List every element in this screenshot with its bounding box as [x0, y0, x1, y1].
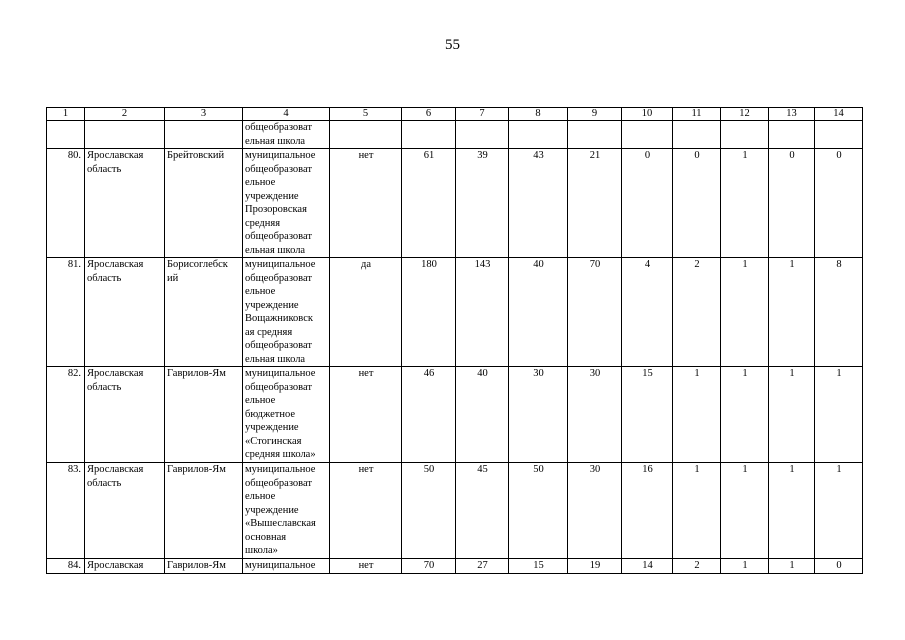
header-row — [47, 108, 863, 121]
table-row — [47, 149, 863, 258]
column-header-12: 12 — [721, 108, 769, 121]
column-header-13: 13 — [769, 108, 815, 121]
column-header-2: 2 — [85, 108, 165, 121]
table-row — [47, 367, 863, 463]
value-cell-col-10: 0 — [622, 149, 673, 258]
value-cell-col-12: 1 — [721, 463, 769, 559]
value-cell-col-6: 50 — [402, 463, 456, 559]
region-cell: Ярославская область — [85, 149, 165, 258]
column-header-14: 14 — [815, 108, 863, 121]
region-cell: Ярославская — [85, 559, 165, 574]
institution-cell: муниципальное общеобразоват ельное учреждение Прозоровская средняя общеобразоват ельная школа — [243, 149, 330, 258]
district-cell: Гаврилов-Ям — [165, 559, 243, 574]
value-cell-col-9: 19 — [568, 559, 622, 574]
institution-cell: муниципальное общеобразоват ельное учреждение Вощажниковск ая средняя общеобразоват ельная школа — [243, 258, 330, 367]
value-cell-col-14: 0 — [815, 559, 863, 574]
value-cell-col-9: 30 — [568, 367, 622, 463]
value-cell-col-11: 0 — [673, 149, 721, 258]
value-cell-col-5: нет — [330, 149, 402, 258]
institution-cell: общеобразоват ельная школа — [243, 121, 330, 149]
value-cell-col-12: 1 — [721, 149, 769, 258]
value-cell-col-9: 30 — [568, 463, 622, 559]
value-cell-col-8: 40 — [509, 258, 568, 367]
value-cell-col-9: 21 — [568, 149, 622, 258]
district-cell — [165, 121, 243, 149]
column-header-1: 1 — [47, 108, 85, 121]
value-cell-col-12: 1 — [721, 367, 769, 463]
table-row — [47, 121, 863, 149]
value-cell-col-13: 1 — [769, 559, 815, 574]
column-header-8: 8 — [509, 108, 568, 121]
value-cell-col-13: 1 — [769, 463, 815, 559]
value-cell-col-8: 43 — [509, 149, 568, 258]
value-cell-col-10: 15 — [622, 367, 673, 463]
table-row — [47, 559, 863, 574]
row-number-cell: 84. — [47, 559, 85, 574]
value-cell-col-5: нет — [330, 463, 402, 559]
value-cell-col-6: 180 — [402, 258, 456, 367]
institution-cell: муниципальное — [243, 559, 330, 574]
value-cell-col-6: 46 — [402, 367, 456, 463]
column-header-10: 10 — [622, 108, 673, 121]
page-number: 55 — [445, 37, 460, 53]
column-header-7: 7 — [456, 108, 509, 121]
value-cell-col-11: 1 — [673, 367, 721, 463]
value-cell-col-7: 45 — [456, 463, 509, 559]
institution-cell: муниципальное общеобразоват ельное бюджетное учреждение «Стогинская средняя школа» — [243, 367, 330, 463]
district-cell: Борисоглебск ий — [165, 258, 243, 367]
value-cell-col-11: 1 — [673, 463, 721, 559]
value-cell-col-10: 16 — [622, 463, 673, 559]
value-cell-col-14 — [815, 121, 863, 149]
value-cell-col-12: 1 — [721, 559, 769, 574]
value-cell-col-7: 39 — [456, 149, 509, 258]
column-header-6: 6 — [402, 108, 456, 121]
value-cell-col-14: 0 — [815, 149, 863, 258]
row-number-cell — [47, 121, 85, 149]
value-cell-col-11: 2 — [673, 258, 721, 367]
value-cell-col-8: 15 — [509, 559, 568, 574]
region-cell — [85, 121, 165, 149]
row-number-cell: 82. — [47, 367, 85, 463]
value-cell-col-10: 4 — [622, 258, 673, 367]
column-header-5: 5 — [330, 108, 402, 121]
value-cell-col-7: 40 — [456, 367, 509, 463]
value-cell-col-9: 70 — [568, 258, 622, 367]
value-cell-col-12: 1 — [721, 258, 769, 367]
value-cell-col-13: 1 — [769, 258, 815, 367]
value-cell-col-7: 143 — [456, 258, 509, 367]
value-cell-col-6: 70 — [402, 559, 456, 574]
table-row — [47, 258, 863, 367]
value-cell-col-5: да — [330, 258, 402, 367]
data-table — [46, 107, 863, 574]
value-cell-col-8 — [509, 121, 568, 149]
value-cell-col-12 — [721, 121, 769, 149]
column-header-9: 9 — [568, 108, 622, 121]
value-cell-col-9 — [568, 121, 622, 149]
value-cell-col-11: 2 — [673, 559, 721, 574]
column-header-4: 4 — [243, 108, 330, 121]
value-cell-col-13 — [769, 121, 815, 149]
row-number-cell: 83. — [47, 463, 85, 559]
region-cell: Ярославская область — [85, 367, 165, 463]
value-cell-col-8: 30 — [509, 367, 568, 463]
table-row — [47, 463, 863, 559]
row-number-cell: 80. — [47, 149, 85, 258]
value-cell-col-5: нет — [330, 559, 402, 574]
value-cell-col-6: 61 — [402, 149, 456, 258]
value-cell-col-14: 1 — [815, 463, 863, 559]
value-cell-col-6 — [402, 121, 456, 149]
institution-cell: муниципальное общеобразоват ельное учреждение «Вышеславская основная школа» — [243, 463, 330, 559]
value-cell-col-7: 27 — [456, 559, 509, 574]
value-cell-col-11 — [673, 121, 721, 149]
district-cell: Брейтовский — [165, 149, 243, 258]
region-cell: Ярославская область — [85, 463, 165, 559]
value-cell-col-13: 1 — [769, 367, 815, 463]
column-header-11: 11 — [673, 108, 721, 121]
value-cell-col-5 — [330, 121, 402, 149]
value-cell-col-13: 0 — [769, 149, 815, 258]
district-cell: Гаврилов-Ям — [165, 463, 243, 559]
value-cell-col-7 — [456, 121, 509, 149]
value-cell-col-14: 1 — [815, 367, 863, 463]
region-cell: Ярославская область — [85, 258, 165, 367]
value-cell-col-5: нет — [330, 367, 402, 463]
district-cell: Гаврилов-Ям — [165, 367, 243, 463]
value-cell-col-10 — [622, 121, 673, 149]
value-cell-col-14: 8 — [815, 258, 863, 367]
row-number-cell: 81. — [47, 258, 85, 367]
value-cell-col-8: 50 — [509, 463, 568, 559]
column-header-3: 3 — [165, 108, 243, 121]
value-cell-col-10: 14 — [622, 559, 673, 574]
